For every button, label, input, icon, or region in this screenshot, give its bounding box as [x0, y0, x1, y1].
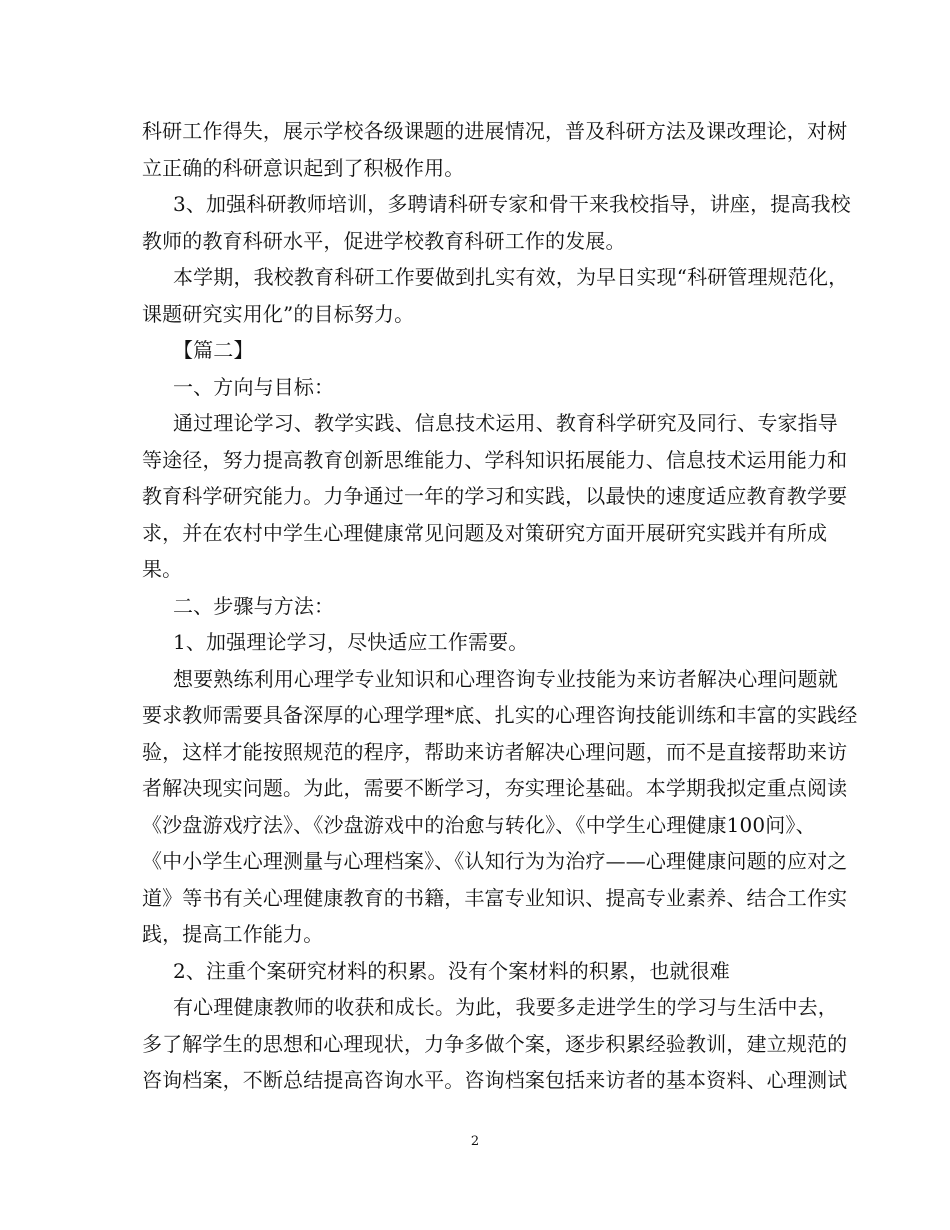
text-line: 验，这样才能按照规范的程序，帮助来访者解决心理问题，而不是直接帮助来访: [142, 739, 848, 764]
text-line: 《沙盘游戏疗法》、《沙盘游戏中的治愈与转化》、《中学生心理健康100问》、: [142, 812, 816, 837]
document-body: [142, 113, 858, 1099]
text-line: 道》等书有关心理健康教育的书籍，丰富专业知识、提高专业素养、结合工作实: [142, 885, 848, 910]
text-line: 咨询档案，不断总结提高咨询水平。咨询档案包括来访者的基本资料、心理测试: [142, 1068, 848, 1092]
text-line: 有心理健康教师的收获和成长。为此，我要多走进学生的学习与生活中去，: [173, 995, 838, 1019]
page-number: 2: [470, 1134, 480, 1149]
subsection-heading: 二、步骤与方法：: [173, 593, 335, 618]
text-line: 3、加强科研教师培训，多聘请科研专家和骨干来我校指导，讲座，提高我校: [173, 192, 851, 216]
text-line: 本学期，我校教育科研工作要做到扎实有效，为早日实现“科研管理规范化，: [173, 265, 849, 289]
text-line: 科研工作得失，展示学校各级课题的进展情况，普及科研方法及课改理论，对树: [142, 119, 848, 143]
section-heading: 【篇二】: [173, 338, 254, 362]
text-line: 课题研究实用化”的目标努力。: [142, 301, 415, 326]
text-line: 等途径，努力提高教育创新思维能力、学科知识拓展能力、信息技术运用能力和: [142, 447, 848, 472]
text-line: 通过理论学习、教学实践、信息技术运用、教育科学研究及同行、专家指导: [173, 411, 838, 435]
text-line: 想要熟练利用心理学专业知识和心理咨询专业技能为来访者解决心理问题就: [173, 666, 838, 691]
text-line: 果。: [142, 557, 183, 581]
text-line: 教育科学研究能力。力争通过一年的学习和实践，以最快的速度适应教育教学要: [142, 484, 848, 508]
text-line: 求，并在农村中学生心理健康常见问题及对策研究方面开展研究实践并有所成: [142, 520, 828, 545]
text-line: 践，提高工作能力。: [142, 922, 324, 946]
subsection-heading: 一、方向与目标：: [173, 374, 335, 399]
text-line: 要求教师需要具备深厚的心理学理*底、扎实的心理咨询技能训练和丰富的实践经: [142, 703, 858, 727]
text-line: 《中小学生心理测量与心理档案》、《认知行为为治疗——心理健康问题的应对之: [142, 849, 848, 873]
text-line: 多了解学生的思想和心理现状，力争多做个案，逐步积累经验教训，建立规范的: [142, 1031, 848, 1056]
text-line: 1、加强理论学习，尽快适应工作需要。: [173, 630, 529, 654]
text-line: 教师的教育科研水平，促进学校教育科研工作的发展。: [142, 228, 626, 253]
text-line: 2、注重个案研究材料的积累。没有个案材料的积累，也就很难: [173, 958, 730, 983]
text-line: 立正确的科研意识起到了积极作用。: [142, 155, 465, 180]
text-line: 者解决现实问题。为此，需要不断学习，夯实理论基础。本学期我拟定重点阅读: [142, 776, 848, 800]
